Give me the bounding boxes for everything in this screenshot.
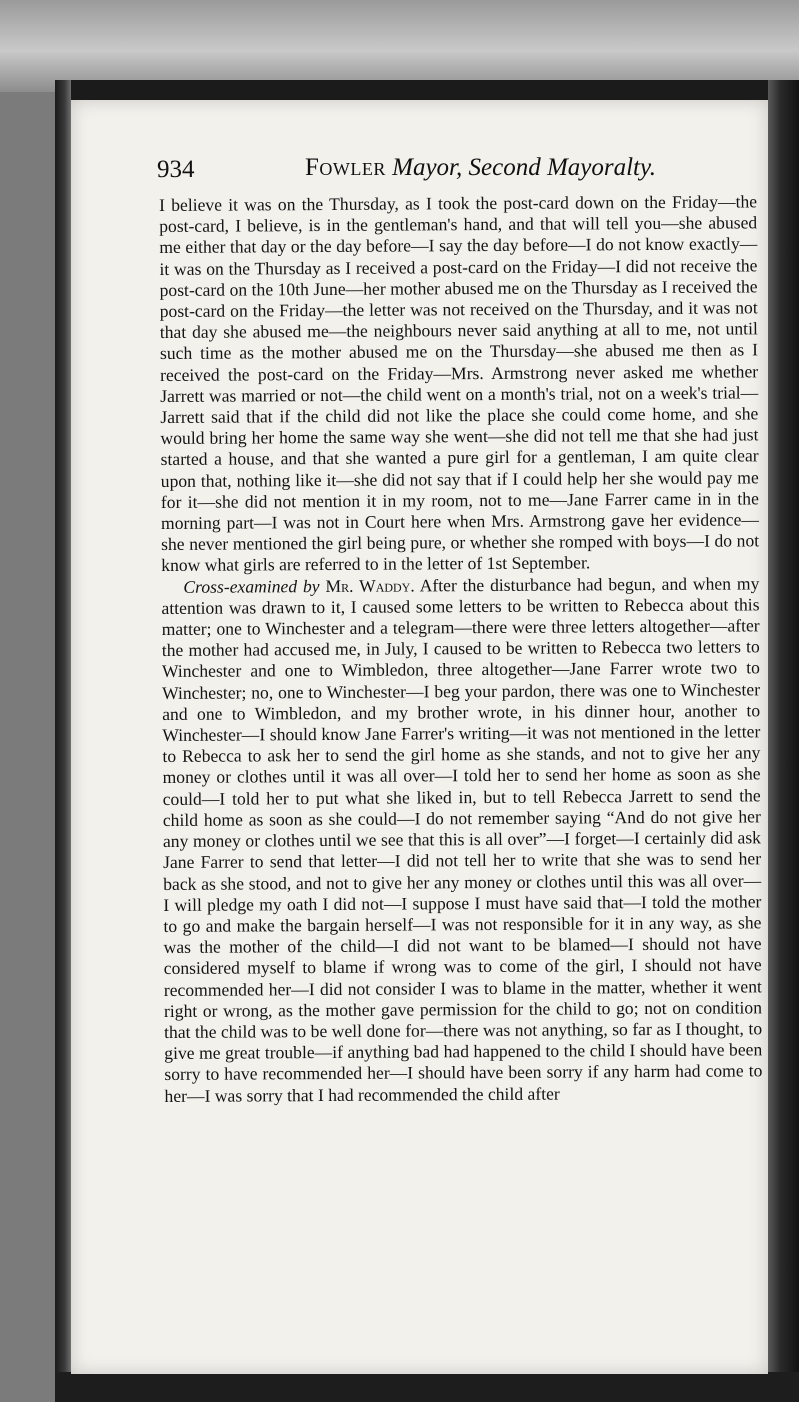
book-binding-left — [55, 80, 71, 1402]
paragraph-cross-examination — [161, 573, 762, 1107]
examiner-name: Mr. Waddy. — [319, 575, 415, 596]
running-head-title: Mayor, Second Mayoralty. — [385, 154, 656, 181]
background-top — [0, 0, 799, 92]
paragraph-testimony: I believe it was on the Thursday, as I took the post-card down on the Friday—the post-card, I believe, is in the gentleman's hand, and that will tell you—she abused me either that day or the day before—I say the day before—I do not know exactly—it was on the Thursday as I received a post-card on the Friday—I did not receive the post-card on the 10th June—her mother abused me on the Thursday as I received the post-card on the Friday—the letter was not received on the Thursday, and it was not that day she abused me—the neighbours never said anything at all to me, not until such time as the mother abused me on the Thursday—she abused me then as I received the post-card on the Friday—Mrs. Armstrong never asked me whether Jarrett was married or not—the child went on a month's trial, not on a week's trial—Jarrett said that if the child did not like the place she could come home, and she would bring her home the same way she went—she did not tell me that she had just started a house, and that she wanted a pure girl for a gentleman, I am quite clear upon that, nothing like it—she did not say that if I could help her she would pay me for it—she did not mention it in my room, not to me—Jane Farrer came in in the morning part—I was not in Court here when Mrs. Armstrong gave her evidence—she never mentioned the girl being pure, or whether she romped with boys—I do not know what girls are referred to in the letter of 1st September. — [159, 191, 760, 576]
book-page — [71, 100, 768, 1374]
cross-examination-text: After the disturbance had begun, and when my attention was drawn to it, I caused some letters to be written to Rebecca about this matter; one to Winchester and a telegram—there were three letters altogether—after the mother had accused me, in July, I caused to be written to Rebecca two letters to Winchester and one to Wimbledon, three altogether—Jane Farrer wrote two to Winchester; no, one to Winchester—I beg your pardon, there was one to Winchester and one to Wimbledon, and my brother wrote, in his dinner hour, another to Winchester—I should know Jane Farrer's writing—it was not mentioned in the letter to Rebecca to ask her to send the girl home as she stands, and not to give her any money or clothes until it was all over—I told her to send her home as soon as she could—I told her to put what she liked in, but to tell Rebecca Jarrett to send the child home as soon as she could—I do not remember saying “And do not give her any money or clothes until we see that this is all over”—I forget—I certainly did ask Jane Farrer to send that letter—I did not tell her to write that she was to send her back as she stood, and not to give her any money or clothes until this was all over—I will pledge my oath I did not—I suppose I must have said that—I told the mother to go and make the bargain herself—I was not responsible for it in any way, as she was the mother of the child—I did not want to be blamed—I should not have considered myself to blame if wrong was to come of the girl, I should not have recommended her—I did not consider I was to blame in the matter, whether it went right or wrong, as the mother gave permission for the child to go; not on condition that the child was to be well done for—there was not anything, so far as I thought, to give me great trouble—if anything bad had happened to the child I should have been sorry to have recommended her—I should have been sorry if any harm had come to her—I was sorry that I had recommended the child after — [161, 572, 763, 1106]
book-binding-bottom — [55, 1372, 799, 1402]
body-text — [159, 191, 763, 1106]
book-binding-right — [768, 80, 799, 1402]
page-number: 934 — [157, 156, 195, 183]
cross-examination-lead-in: Cross-examined by — [183, 575, 320, 597]
running-head-name: Fowler — [305, 154, 386, 181]
book-binding-top — [55, 80, 799, 102]
page-header — [155, 146, 755, 186]
running-head — [305, 154, 785, 182]
